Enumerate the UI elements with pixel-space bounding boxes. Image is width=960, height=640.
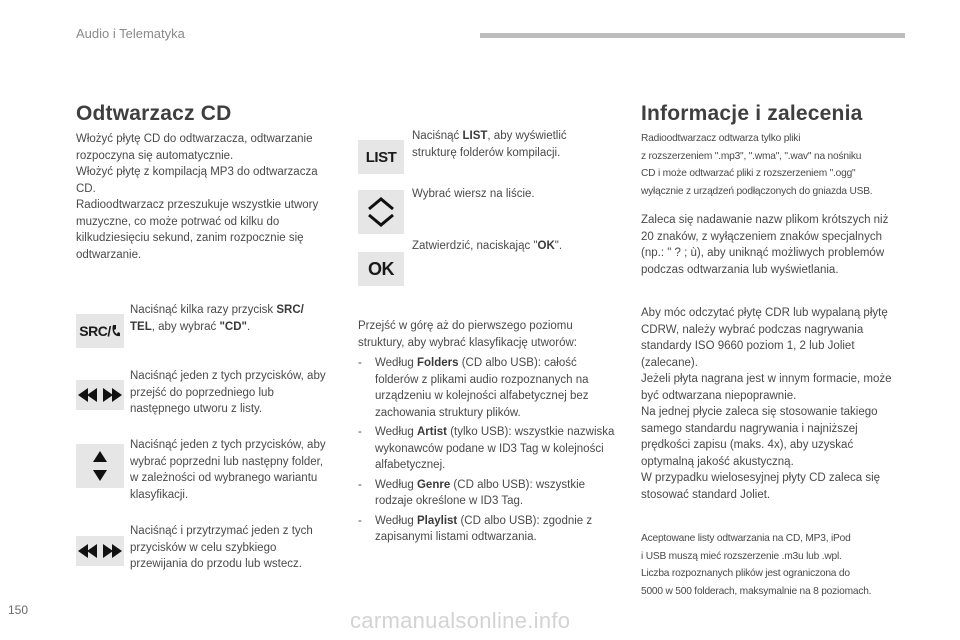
step-src-tel-text: Naciśnąć kilka razy przycisk SRC/ TEL, aby wybrać "CD". — [130, 304, 304, 333]
header-divider-bar — [480, 33, 905, 38]
chevron-arrows-icon — [366, 195, 396, 229]
step-fast-seek-text: Naciśnąć i przytrzymać jeden z tych przycisków w celu szybkiego przewijania do przodu lub wstecz. — [130, 525, 313, 570]
list-button-icon: LIST — [358, 140, 404, 174]
playlist-note: Aceptowane listy odtwarzania na CD, MP3, iPod i USB muszą mieć rozszerzenie .m3u lub .wpl. Liczba rozpoznanych plików jest ograniczona do 5000 w 500 folderach, maksymalnie na 8 poziomach. — [641, 533, 872, 597]
file-format-note: Radioodtwarzacz odtwarza tylko pliki z rozszerzeniem ".mp3", ".wma", ".wav" na nośniku CD i może odtwarzać pliki z rozszerzeniem ".ogg" wyłącznie z urządzeń podłączonych do gniazda USB. — [641, 133, 873, 197]
list-instruction-text: Naciśnąć LIST, aby wyświetlić strukturę folderów kompilacji. — [412, 130, 567, 159]
watermark: carmanualsonline.info — [350, 608, 571, 633]
section-header-title: Audio i Telematyka — [76, 26, 185, 41]
cd-player-title: Odtwarzacz CD — [76, 102, 232, 125]
prev-next-track-icon — [76, 380, 124, 410]
chevron-up-down-icon — [358, 190, 404, 234]
classification-intro-text: Przejść w górę aż do pierwszego poziomu struktury, aby wybrać klasyfikację utworów: — [358, 320, 577, 349]
fast-seek-icon — [76, 536, 124, 566]
up-down-folder-icon — [76, 444, 124, 488]
confirm-text: Zatwierdzić, naciskając "OK". — [412, 240, 563, 252]
step-track-text: Naciśnąć jeden z tych przycisków, aby przejść do poprzedniego lub następnego utworu z listy. — [130, 370, 326, 415]
cdr-advice-text: Aby móc odczytać płytę CDR lub wypalaną płytę CDRW, należy wybrać podczas nagrywania standardy ISO 9660 poziom 1, 2 lub Joliet (zalecane). Jeżeli płyta nagrana jest w innym formacie, może być odtwarzana niepoprawnie. Na jednej płycie zaleca się stosowanie takiego samego standardu nagrywania i najniższej prędkości zapisu (maks. 4x), aby uzyskać optymalną jakość akustyczną. W przypadku wielosesyjnej płyty CD zaleca się stosować standard Joliet. — [641, 307, 892, 501]
intro-line-3: Radioodtwarzacz przeszukuje wszystkie utwory muzyczne, co może potrwać od kilku do kilkudziesięciu sekund, zanim rozpocznie się odtwarzanie. — [76, 199, 319, 261]
ok-button-icon: OK — [358, 252, 404, 286]
classification-options-list — [358, 355, 616, 549]
list-item: - Według Genre (CD albo USB): wszystkie rodzaje określone w ID3 Tag. — [358, 478, 586, 507]
src-tel-button-icon: SRC/ — [76, 314, 124, 348]
seek-arrows-icon — [78, 387, 122, 403]
list-item: - Według Folders (CD albo USB): całość folderów z plikami audio rozpoznanych na urządzeniu w kolejności alfabetycznej bez zachowania struktury plików. — [358, 357, 589, 419]
fast-seek-arrows-icon — [78, 543, 122, 559]
intro-line-2: Włożyć płytę z kompilacją MP3 do odtwarzacza CD. — [76, 166, 318, 195]
src-phone-icon — [111, 324, 121, 338]
choose-line-text: Wybrać wiersz na liście. — [412, 188, 535, 200]
list-item: - Według Artist (tylko USB): wszystkie nazwiska wykonawców podane w ID3 Tag w kolejności alfabetycznej. — [358, 426, 615, 471]
page-number: 150 — [8, 603, 29, 617]
filename-advice-text: Zaleca się nadawanie nazw plikom krótszych niż 20 znaków, z wyłączeniem znaków specjalnych (np.: " ? ; ù), aby uniknąć możliwych problemów podczas odtwarzania lub wyświetlania. — [641, 214, 889, 276]
step-folder-text: Naciśnąć jeden z tych przycisków, aby wybrać poprzedni lub następny folder, w zależności od wybranego wariantu klasyfikacji. — [130, 439, 326, 501]
up-down-arrows-icon — [92, 450, 108, 482]
cd-intro-text — [76, 131, 338, 263]
list-item: - Według Playlist (CD albo USB): zgodnie z zapisanymi listami odtwarzania. — [358, 514, 593, 543]
intro-line-1: Włożyć płytę CD do odtwarzacza, odtwarzanie rozpoczyna się automatycznie. — [76, 133, 313, 162]
info-title: Informacje i zalecenia — [641, 102, 863, 125]
